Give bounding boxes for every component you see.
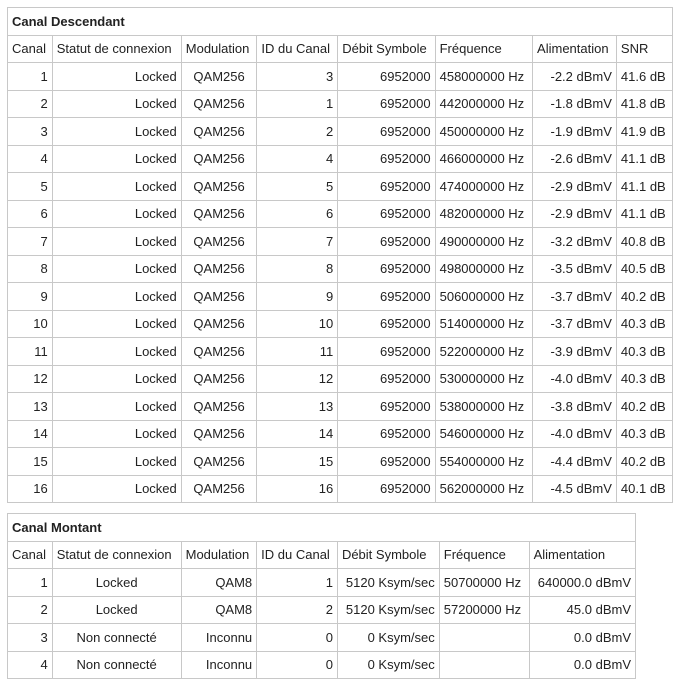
up-cell-alimentation: 45.0 dBmV	[529, 596, 635, 624]
down-cell-id-canal: 11	[257, 338, 338, 366]
up-cell-id-canal: 0	[257, 624, 338, 652]
up-cell-modulation: QAM8	[181, 569, 257, 597]
up-cell-frequence	[439, 651, 529, 679]
table-row	[8, 173, 673, 201]
down-cell-frequence: 546000000 Hz	[435, 420, 532, 448]
down-cell-snr: 41.8 dB	[616, 90, 672, 118]
upstream-table	[7, 513, 636, 679]
down-cell-alimentation: -2.9 dBmV	[533, 173, 617, 201]
down-cell-frequence: 458000000 Hz	[435, 63, 532, 91]
down-cell-debit-symbole: 6952000	[338, 420, 435, 448]
down-cell-statut: Locked	[52, 393, 181, 421]
up-cell-modulation: Inconnu	[181, 651, 257, 679]
table-row	[8, 310, 673, 338]
down-header-canal: Canal	[8, 35, 53, 63]
down-cell-id-canal: 5	[257, 173, 338, 201]
downstream-body	[8, 63, 673, 503]
down-cell-modulation: QAM256	[181, 63, 257, 91]
down-cell-canal: 14	[8, 420, 53, 448]
down-cell-statut: Locked	[52, 118, 181, 146]
down-cell-frequence: 482000000 Hz	[435, 200, 532, 228]
down-cell-statut: Locked	[52, 63, 181, 91]
down-cell-frequence: 498000000 Hz	[435, 255, 532, 283]
down-cell-alimentation: -3.5 dBmV	[533, 255, 617, 283]
down-cell-modulation: QAM256	[181, 228, 257, 256]
down-cell-id-canal: 7	[257, 228, 338, 256]
down-cell-id-canal: 3	[257, 63, 338, 91]
down-cell-snr: 40.8 dB	[616, 228, 672, 256]
down-cell-modulation: QAM256	[181, 365, 257, 393]
down-cell-alimentation: -3.2 dBmV	[533, 228, 617, 256]
down-cell-id-canal: 8	[257, 255, 338, 283]
down-cell-modulation: QAM256	[181, 338, 257, 366]
up-header-canal: Canal	[8, 541, 53, 569]
down-cell-statut: Locked	[52, 173, 181, 201]
down-cell-modulation: QAM256	[181, 200, 257, 228]
up-cell-canal: 3	[8, 624, 53, 652]
table-row	[8, 90, 673, 118]
down-cell-alimentation: -2.2 dBmV	[533, 63, 617, 91]
down-cell-modulation: QAM256	[181, 283, 257, 311]
up-cell-debit-symbole: 5120 Ksym/sec	[337, 569, 439, 597]
down-cell-canal: 4	[8, 145, 53, 173]
down-cell-statut: Locked	[52, 283, 181, 311]
down-cell-snr: 40.2 dB	[616, 393, 672, 421]
down-cell-canal: 15	[8, 448, 53, 476]
down-cell-modulation: QAM256	[181, 420, 257, 448]
down-cell-modulation: QAM256	[181, 255, 257, 283]
down-cell-statut: Locked	[52, 200, 181, 228]
table-row	[8, 569, 636, 597]
down-cell-debit-symbole: 6952000	[338, 228, 435, 256]
down-cell-snr: 40.1 dB	[616, 475, 672, 503]
down-cell-id-canal: 9	[257, 283, 338, 311]
up-header-alimentation: Alimentation	[529, 541, 635, 569]
down-cell-id-canal: 2	[257, 118, 338, 146]
down-cell-snr: 41.6 dB	[616, 63, 672, 91]
down-cell-debit-symbole: 6952000	[338, 255, 435, 283]
down-cell-modulation: QAM256	[181, 90, 257, 118]
upstream-body	[8, 569, 636, 679]
up-cell-frequence: 57200000 Hz	[439, 596, 529, 624]
down-cell-canal: 6	[8, 200, 53, 228]
down-cell-frequence: 522000000 Hz	[435, 338, 532, 366]
down-cell-statut: Locked	[52, 145, 181, 173]
down-cell-snr: 40.2 dB	[616, 448, 672, 476]
down-cell-canal: 10	[8, 310, 53, 338]
up-cell-alimentation: 640000.0 dBmV	[529, 569, 635, 597]
down-cell-canal: 5	[8, 173, 53, 201]
down-cell-statut: Locked	[52, 475, 181, 503]
table-row	[8, 255, 673, 283]
table-row	[8, 393, 673, 421]
down-cell-modulation: QAM256	[181, 145, 257, 173]
down-cell-canal: 2	[8, 90, 53, 118]
down-header-frequence: Fréquence	[435, 35, 532, 63]
down-cell-debit-symbole: 6952000	[338, 475, 435, 503]
table-row	[8, 651, 636, 679]
down-cell-canal: 13	[8, 393, 53, 421]
up-header-frequence: Fréquence	[439, 541, 529, 569]
down-cell-alimentation: -2.6 dBmV	[533, 145, 617, 173]
table-row	[8, 475, 673, 503]
table-row	[8, 118, 673, 146]
down-header-debit-symbole: Débit Symbole	[338, 35, 435, 63]
up-cell-frequence	[439, 624, 529, 652]
up-cell-debit-symbole: 0 Ksym/sec	[337, 651, 439, 679]
down-cell-canal: 11	[8, 338, 53, 366]
down-cell-alimentation: -4.0 dBmV	[533, 420, 617, 448]
down-cell-snr: 41.1 dB	[616, 145, 672, 173]
table-row	[8, 448, 673, 476]
down-cell-id-canal: 13	[257, 393, 338, 421]
up-header-statut: Statut de connexion	[52, 541, 181, 569]
down-cell-modulation: QAM256	[181, 393, 257, 421]
down-cell-statut: Locked	[52, 365, 181, 393]
downstream-table	[7, 7, 673, 503]
downstream-caption-row	[8, 8, 673, 36]
down-cell-id-canal: 10	[257, 310, 338, 338]
downstream-header-row	[8, 35, 673, 63]
up-cell-statut: Non connecté	[52, 651, 181, 679]
table-row	[8, 596, 636, 624]
down-cell-alimentation: -1.8 dBmV	[533, 90, 617, 118]
down-cell-debit-symbole: 6952000	[338, 338, 435, 366]
down-cell-frequence: 538000000 Hz	[435, 393, 532, 421]
down-cell-statut: Locked	[52, 255, 181, 283]
down-cell-statut: Locked	[52, 228, 181, 256]
down-cell-snr: 40.3 dB	[616, 420, 672, 448]
down-cell-id-canal: 14	[257, 420, 338, 448]
down-cell-debit-symbole: 6952000	[338, 63, 435, 91]
down-cell-alimentation: -3.8 dBmV	[533, 393, 617, 421]
down-cell-alimentation: -4.0 dBmV	[533, 365, 617, 393]
up-cell-debit-symbole: 5120 Ksym/sec	[337, 596, 439, 624]
table-row	[8, 365, 673, 393]
down-cell-alimentation: -2.9 dBmV	[533, 200, 617, 228]
table-row	[8, 200, 673, 228]
down-cell-frequence: 474000000 Hz	[435, 173, 532, 201]
down-header-modulation: Modulation	[181, 35, 257, 63]
table-row	[8, 283, 673, 311]
down-cell-debit-symbole: 6952000	[338, 310, 435, 338]
down-cell-canal: 7	[8, 228, 53, 256]
table-row	[8, 228, 673, 256]
down-cell-alimentation: -3.7 dBmV	[533, 283, 617, 311]
down-cell-modulation: QAM256	[181, 475, 257, 503]
table-row	[8, 420, 673, 448]
downstream-title: Canal Descendant	[8, 8, 673, 36]
down-header-alimentation: Alimentation	[533, 35, 617, 63]
up-cell-canal: 4	[8, 651, 53, 679]
up-cell-id-canal: 0	[257, 651, 338, 679]
down-cell-statut: Locked	[52, 448, 181, 476]
down-cell-id-canal: 6	[257, 200, 338, 228]
down-cell-canal: 12	[8, 365, 53, 393]
down-cell-snr: 41.9 dB	[616, 118, 672, 146]
down-cell-debit-symbole: 6952000	[338, 393, 435, 421]
down-cell-snr: 40.2 dB	[616, 283, 672, 311]
up-header-modulation: Modulation	[181, 541, 257, 569]
down-cell-modulation: QAM256	[181, 118, 257, 146]
down-cell-frequence: 442000000 Hz	[435, 90, 532, 118]
down-cell-frequence: 554000000 Hz	[435, 448, 532, 476]
up-cell-statut: Locked	[52, 596, 181, 624]
down-header-statut: Statut de connexion	[52, 35, 181, 63]
down-cell-debit-symbole: 6952000	[338, 145, 435, 173]
up-cell-id-canal: 2	[257, 596, 338, 624]
down-cell-frequence: 490000000 Hz	[435, 228, 532, 256]
down-cell-canal: 16	[8, 475, 53, 503]
down-cell-frequence: 506000000 Hz	[435, 283, 532, 311]
down-cell-modulation: QAM256	[181, 448, 257, 476]
down-cell-id-canal: 15	[257, 448, 338, 476]
up-cell-frequence: 50700000 Hz	[439, 569, 529, 597]
up-cell-id-canal: 1	[257, 569, 338, 597]
down-cell-debit-symbole: 6952000	[338, 200, 435, 228]
table-row	[8, 624, 636, 652]
down-cell-statut: Locked	[52, 420, 181, 448]
down-header-snr: SNR	[616, 35, 672, 63]
down-cell-statut: Locked	[52, 90, 181, 118]
down-cell-canal: 8	[8, 255, 53, 283]
down-cell-modulation: QAM256	[181, 310, 257, 338]
down-cell-id-canal: 1	[257, 90, 338, 118]
up-cell-debit-symbole: 0 Ksym/sec	[337, 624, 439, 652]
down-cell-debit-symbole: 6952000	[338, 448, 435, 476]
down-cell-alimentation: -3.7 dBmV	[533, 310, 617, 338]
down-cell-alimentation: -4.5 dBmV	[533, 475, 617, 503]
down-cell-frequence: 450000000 Hz	[435, 118, 532, 146]
up-header-debit-symbole: Débit Symbole	[337, 541, 439, 569]
down-cell-snr: 41.1 dB	[616, 200, 672, 228]
down-cell-snr: 40.5 dB	[616, 255, 672, 283]
down-cell-canal: 9	[8, 283, 53, 311]
upstream-header-row	[8, 541, 636, 569]
down-cell-snr: 40.3 dB	[616, 310, 672, 338]
down-cell-snr: 40.3 dB	[616, 365, 672, 393]
down-cell-frequence: 514000000 Hz	[435, 310, 532, 338]
table-row	[8, 145, 673, 173]
up-cell-canal: 2	[8, 596, 53, 624]
table-row	[8, 338, 673, 366]
down-cell-frequence: 530000000 Hz	[435, 365, 532, 393]
down-cell-alimentation: -1.9 dBmV	[533, 118, 617, 146]
down-cell-frequence: 466000000 Hz	[435, 145, 532, 173]
down-cell-debit-symbole: 6952000	[338, 90, 435, 118]
upstream-caption-row	[8, 514, 636, 542]
upstream-title: Canal Montant	[8, 514, 636, 542]
down-header-id-canal: ID du Canal	[257, 35, 338, 63]
down-cell-canal: 3	[8, 118, 53, 146]
down-cell-snr: 41.1 dB	[616, 173, 672, 201]
up-cell-alimentation: 0.0 dBmV	[529, 651, 635, 679]
down-cell-statut: Locked	[52, 310, 181, 338]
up-cell-alimentation: 0.0 dBmV	[529, 624, 635, 652]
up-cell-modulation: Inconnu	[181, 624, 257, 652]
down-cell-modulation: QAM256	[181, 173, 257, 201]
down-cell-id-canal: 12	[257, 365, 338, 393]
down-cell-canal: 1	[8, 63, 53, 91]
down-cell-debit-symbole: 6952000	[338, 118, 435, 146]
down-cell-alimentation: -4.4 dBmV	[533, 448, 617, 476]
down-cell-debit-symbole: 6952000	[338, 173, 435, 201]
down-cell-debit-symbole: 6952000	[338, 365, 435, 393]
down-cell-id-canal: 16	[257, 475, 338, 503]
down-cell-frequence: 562000000 Hz	[435, 475, 532, 503]
down-cell-id-canal: 4	[257, 145, 338, 173]
up-header-id-canal: ID du Canal	[257, 541, 338, 569]
down-cell-debit-symbole: 6952000	[338, 283, 435, 311]
up-cell-modulation: QAM8	[181, 596, 257, 624]
up-cell-statut: Non connecté	[52, 624, 181, 652]
down-cell-snr: 40.3 dB	[616, 338, 672, 366]
up-cell-statut: Locked	[52, 569, 181, 597]
down-cell-statut: Locked	[52, 338, 181, 366]
table-row	[8, 63, 673, 91]
up-cell-canal: 1	[8, 569, 53, 597]
down-cell-alimentation: -3.9 dBmV	[533, 338, 617, 366]
